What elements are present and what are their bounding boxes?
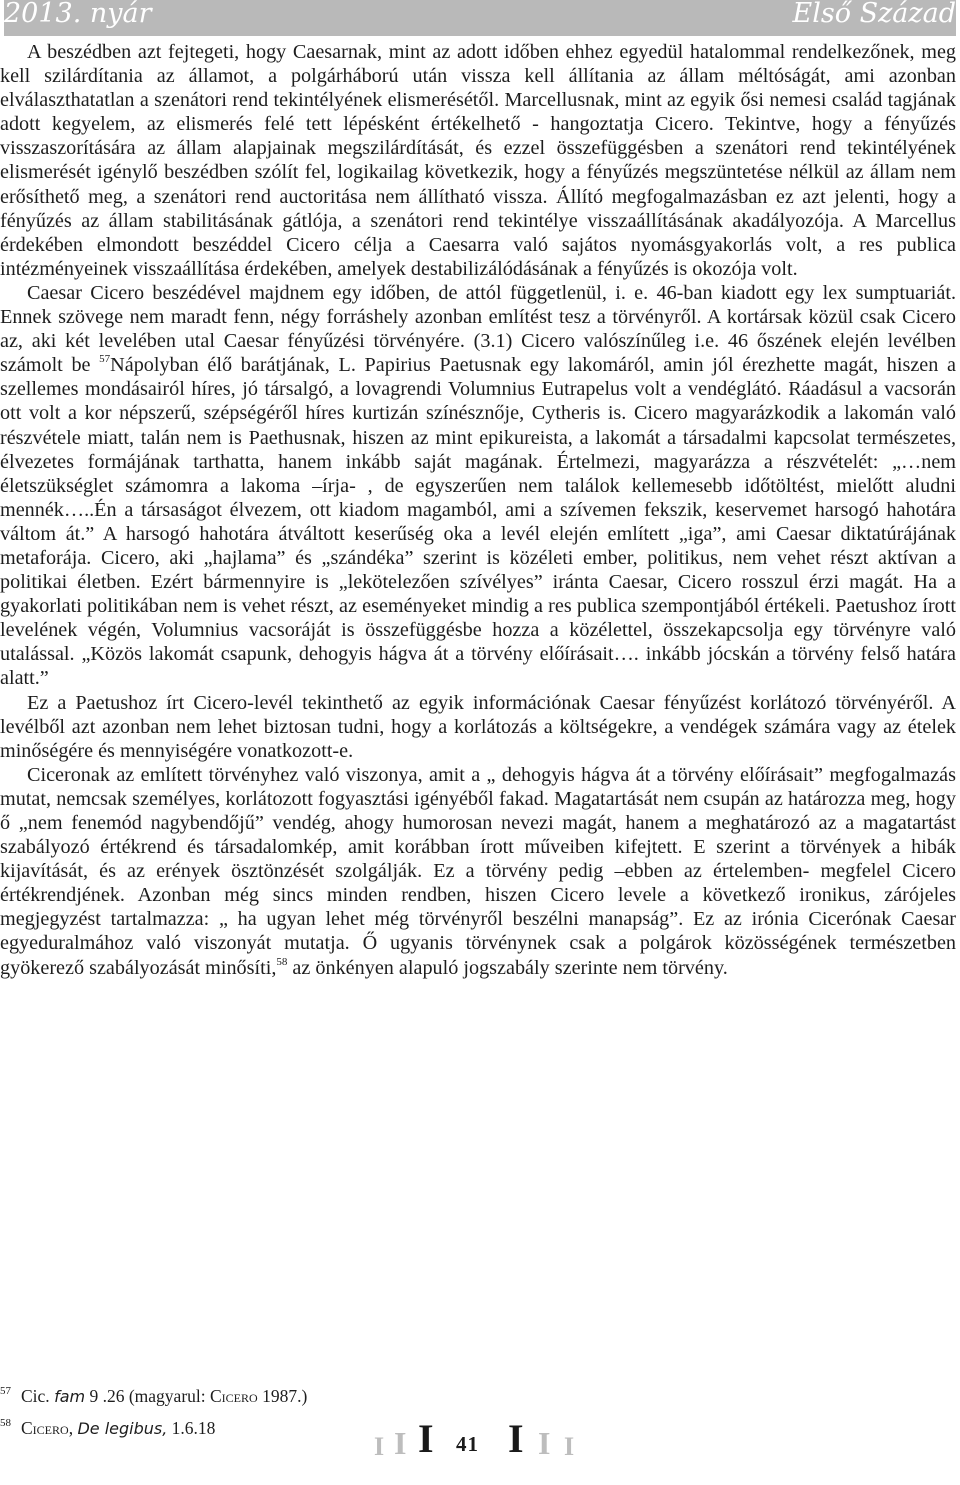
footnote-57 <box>0 1378 956 1410</box>
folio-bar-right-1: I <box>508 1416 524 1461</box>
page-folio <box>368 1416 588 1462</box>
folio-bar-right-2: I <box>538 1425 551 1461</box>
paragraph-4 <box>0 763 956 980</box>
paragraph-4-part-b: az önkényen alapuló jogszabály szerinte nem törvény. <box>287 956 728 979</box>
paragraph-4-part-a: Ciceronak az említett törvényhez való viszonya, amit a „ dehogyis hágva át a törvény előírásait” megfogalmazás mutat, nemcsak személyes, korlátozott fogyasztási igényéből fakad. Magatartását nem csupán az határozza meg, hogy ő „nem fenemód nagybendőjű” vendég, ahogy humorosan nevezi magát, hanem a meghatározó az a magatartást szabályozó értékrend és társadalomkép, amit korábban írott műveiben kifejtett. E szerint a törvények a hibák kijavítását, és az erények ösztönzését szolgálják. Ez a törvény pedig –ebben az értelemben- megfelel Cicero értékrendjének. Azonban még sincs minden rendben, hiszen Cicero levele a következő ironikus, zárójeles megjegyzést tartalmazza: „ ha ugyan lehet még törvényről beszélni manapság”. Ez az irónia Cicerónak Caesar egyeduralmához való viszonyát mutatja. Ő ugyanis törvénynek csak a polgárok közösségének természetben gyökerező szabályozását minősíti, <box>0 763 956 979</box>
footnote-number: 58 <box>0 1417 11 1429</box>
footnote-ref-58[interactable]: 58 <box>276 955 288 968</box>
footnote-text: , <box>68 1418 78 1438</box>
footnote-text: 9 .26 (magyarul: <box>85 1386 210 1406</box>
paragraph-2-part-b: Nápolyban élő barátjának, L. Papirius Paetusnak egy lakomáról, amin jól érezhette magát, hiszen a szellemes mondásairól híres, jó társalgó, a lovagrendi Volumnius Eutrapelus volt a vendéglátó. Ráadásul a vacsorán ott volt a kor népszerű, szépségéről híres kurtizán színésznője, Cytheris is. Cicero magyarázkodik a lakomán való részvétele miatt, talán nem is Paethusnak, hiszen az mint epikureista, a lakomát a társadalmi kapcsolat természetes, élvezetes formájának tarthatta, hanem inkább saját magának. Értelmezi, magyarázza a részvételét: „…nem életszükséglet számomra a lakoma –írja- , de egyszerűen nem találok kellemesebb időtöltést, mielőtt aludni mennék…..Én a társaságot élvezem, ott kiadom magamból, ami a szívemen fekszik, keservemet harsogó hahotára váltom át.” A harsogó hahotára átváltott keserűség oka a levél elején említett „iga”, ami Caesar diktatúrájának metaforája. Cicero, aki „hajlama” és „szándéka” szerint is közéleti ember, politikus, nem vehet részt aktívan a politikai életben. Ezért bármennyire is „lekötelezően szívélyes” iránta Caesar, Cicero rosszul érzi magát. Ha a gyakorlati politikában nem is vehet részt, az eseményeket mindig a res publica szempontjából értékeli. Paetushoz írott levelének végén, Volumnius vacsoráját is összefüggésbe hozza a közélettel, összekapcsolja egy törvényre való utalással. „Közös lakomát csapunk, dehogyis hágva át a törvény előírásait…. inkább jócskán a törvény felső határa alatt.” <box>0 354 956 690</box>
paragraph-2-part-a: Caesar Cicero beszédével majdnem egy időben, de attól függetlenül, i. e. 46-ban kiadott egy lex sumptuariát. Ennek szövege nem maradt fenn, négy forráshely azonban említést tesz a törvényről. A kortársak közül csak Cicero az, aki két levelében utal Caesar fényűzési törvényére. (3.1) Cicero valószínűleg i.e. 46 őszének elején levélben számolt be <box>0 281 956 377</box>
paragraph-3: Ez a Paetushoz írt Cicero-levél tekinthető az egyik információnak Caesar fényűzést korlátozó törvényéről. A levélből azt azonban nem lehet biztosan tudni, hogy a korlátozás a költségekre, a vendégek számára vagy az ételek minőségére és mennyiségére vonatkozott-e. <box>0 691 956 762</box>
paragraph-2 <box>0 281 956 691</box>
footnote-author: Cicero <box>21 1418 69 1438</box>
footnote-author: Cicero <box>210 1386 258 1406</box>
article-body <box>0 40 956 980</box>
footnote-text: 1987.) <box>257 1386 308 1406</box>
folio-bar-right-3: I <box>564 1432 575 1461</box>
footnote-italic: fam <box>54 1387 86 1406</box>
footnote-ref-57[interactable]: 57 <box>99 353 111 366</box>
footnote-number: 57 <box>0 1385 11 1397</box>
folio-bar-left-1: I <box>374 1432 385 1461</box>
footnote-text: Cic. <box>21 1386 55 1406</box>
running-header <box>4 0 956 36</box>
folio-bar-left-3: I <box>418 1416 434 1461</box>
folio-bar-left-2: I <box>394 1425 407 1461</box>
page-number: 41 <box>456 1432 479 1456</box>
issue-date: 2013. nyár <box>4 0 152 29</box>
journal-title: Első Század <box>792 0 956 29</box>
footnote-italic: De legibus, <box>77 1419 168 1438</box>
footnote-text: 1.6.18 <box>167 1418 216 1438</box>
paragraph-1: A beszédben azt fejtegeti, hogy Caesarnak, mint az adott időben ehhez egyedül hatalommal rendelkezőnek, meg kell szilárdítania az államot, a polgárháború után vissza kell állítania az állam méltóságát, ami azonban elválaszthatatlan a szenátori rend tekintélyének elismerésétől. Marcellusnak, mint az egyik ősi nemesi család tagjának adott kegyelem, az elismerés felé tett lépésként értékelhető - hangoztatja Cicero. Tekintve, hogy a fényűzés visszaszorítására az állam alapjainak megszilárdítását, és ezzel összefüggésben a szenátori rend tekintélyének elismerését igénylő beszédben szólít fel, logikailag következik, hogy a fényűzés megszüntetése nélkül az állam nem erősíthető meg, a szenátori rend auctoritása nem állítható vissza. Állító megfogalmazásban ez azt jelenti, hogy a fényűzés az állam stabilitásának gátlója, a szenátori rend tekintélye visszaállításának akadályozója. A Marcellus érdekében elmondott beszéddel Cicero célja a Caesarra való sajátos nyomásgyakorlás volt, a res publica intézményeinek visszaállítása érdekében, amelyek destabilizálódásának a fényűzés is okozója volt. <box>0 41 956 280</box>
